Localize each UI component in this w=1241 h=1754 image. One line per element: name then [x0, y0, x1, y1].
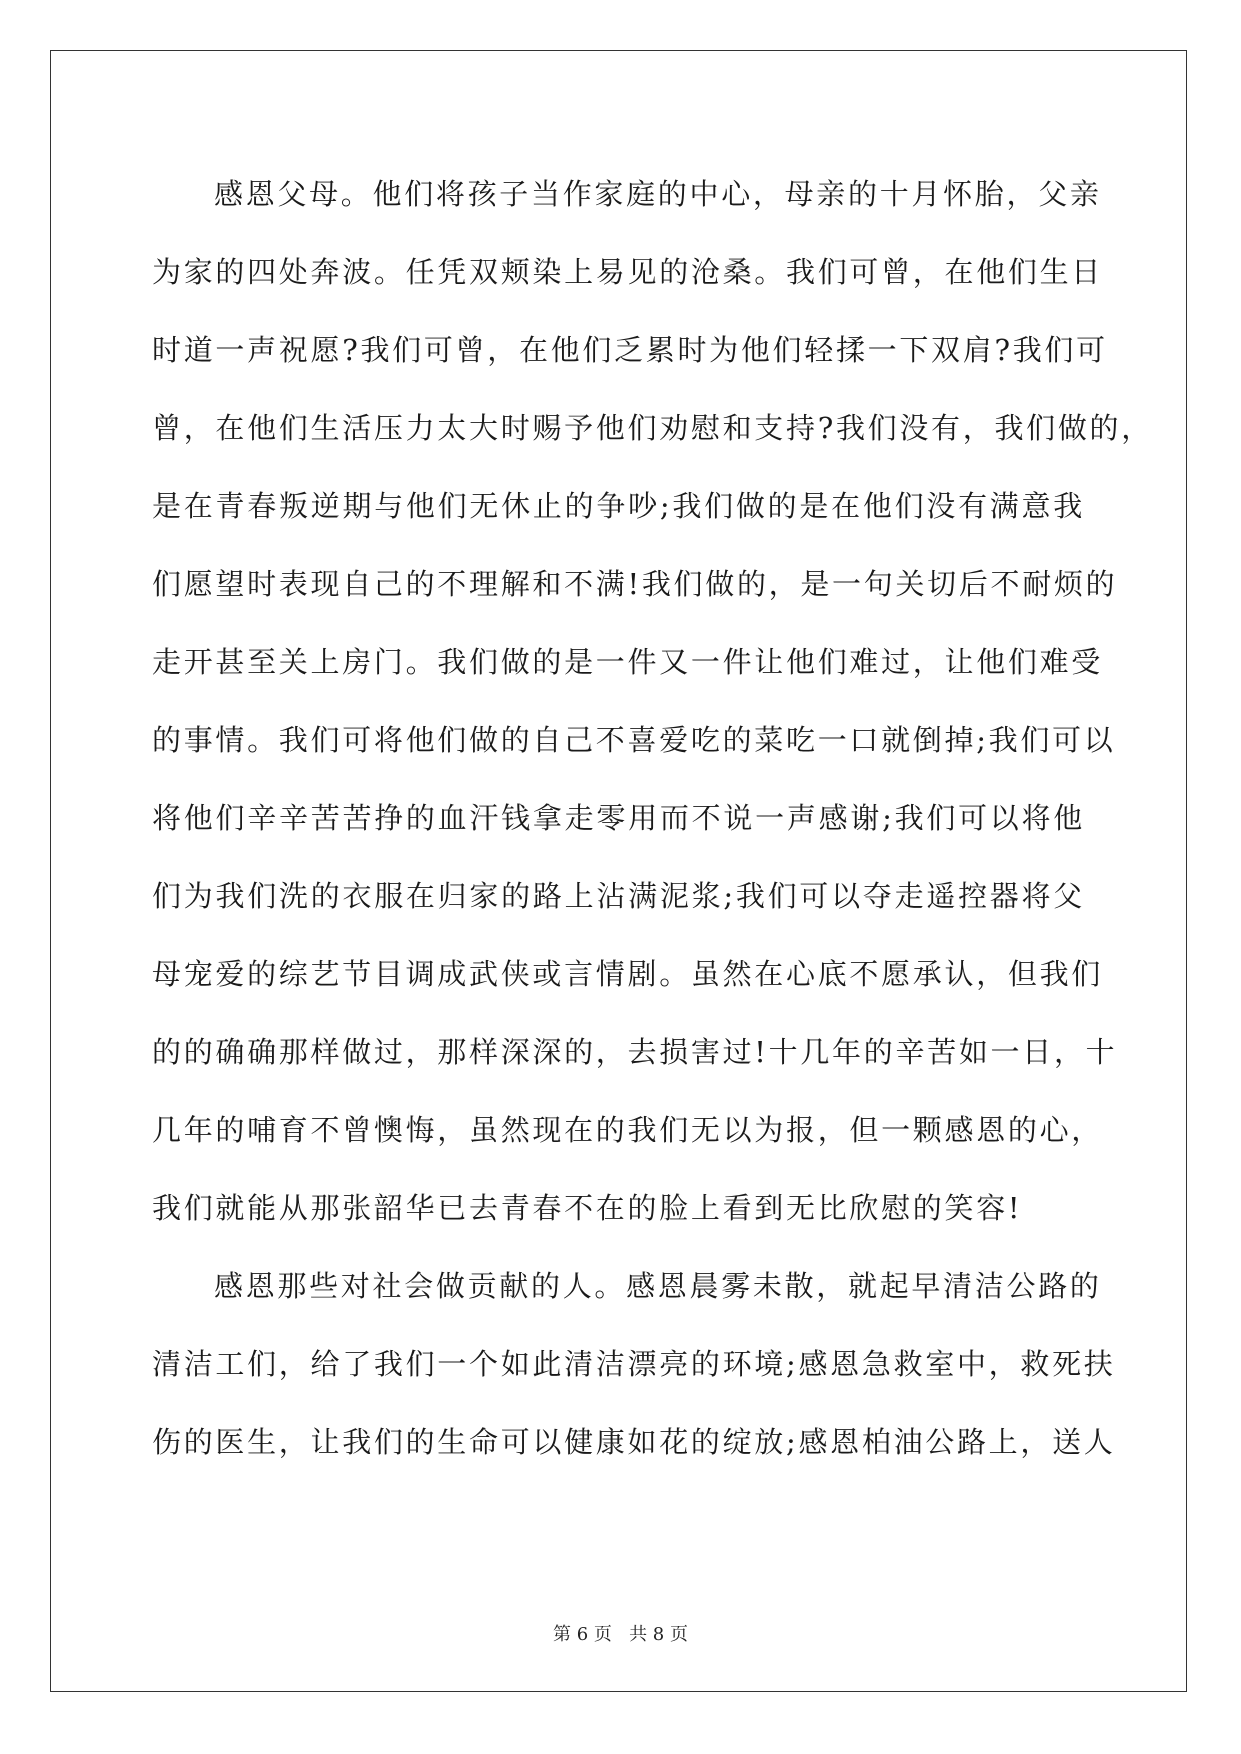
- text-line: 的的确确那样做过，那样深深的，去损害过!十几年的辛苦如一日，十: [152, 1035, 1118, 1069]
- text-line: 伤的医生，让我们的生命可以健康如花的绽放;感恩柏油公路上，送人: [152, 1425, 1116, 1459]
- text-line: 是在青春叛逆期与他们无休止的争吵;我们做的是在他们没有满意我: [152, 489, 1085, 523]
- text-line: 几年的哺育不曾懊悔，虽然现在的我们无以为报，但一颗感恩的心，: [152, 1113, 1104, 1147]
- text-line: 的事情。我们可将他们做的自己不喜爱吃的菜吃一口就倒掉;我们可以: [152, 723, 1116, 757]
- text-line: 感恩那些对社会做贡献的人。感恩晨雾未散，就起早清洁公路的: [214, 1269, 1102, 1303]
- text-line: 清洁工们，给了我们一个如此清洁漂亮的环境;感恩急救室中，救死扶: [152, 1347, 1116, 1381]
- text-line: 们为我们洗的衣服在归家的路上沾满泥浆;我们可以夺走遥控器将父: [152, 879, 1085, 913]
- paragraph-1: [152, 155, 1153, 1247]
- document-body: [152, 155, 1153, 1481]
- text-line: 曾，在他们生活压力太大时赐予他们劝慰和支持?我们没有，我们做的，: [152, 411, 1153, 445]
- text-line: 母宠爱的综艺节目调成武侠或言情剧。虽然在心底不愿承认，但我们: [152, 957, 1104, 991]
- text-line: 们愿望时表现自己的不理解和不满!我们做的，是一句关切后不耐烦的: [152, 567, 1118, 601]
- text-line: 走开甚至关上房门。我们做的是一件又一件让他们难过，让他们难受: [152, 645, 1104, 679]
- text-line: 感恩父母。他们将孩子当作家庭的中心，母亲的十月怀胎，父亲: [214, 177, 1102, 211]
- text-line: 我们就能从那张韶华已去青春不在的脸上看到无比欣慰的笑容!: [152, 1191, 1023, 1225]
- text-line: 时道一声祝愿?我们可曾，在他们乏累时为他们轻揉一下双肩?我们可: [152, 333, 1108, 367]
- page-number-footer: 第 6 页 共 8 页: [553, 1624, 688, 1645]
- text-line: 将他们辛辛苦苦挣的血汗钱拿走零用而不说一声感谢;我们可以将他: [152, 801, 1085, 835]
- text-line: 为家的四处奔波。任凭双颊染上易见的沧桑。我们可曾，在他们生日: [152, 255, 1104, 289]
- paragraph-2: [152, 1247, 1116, 1481]
